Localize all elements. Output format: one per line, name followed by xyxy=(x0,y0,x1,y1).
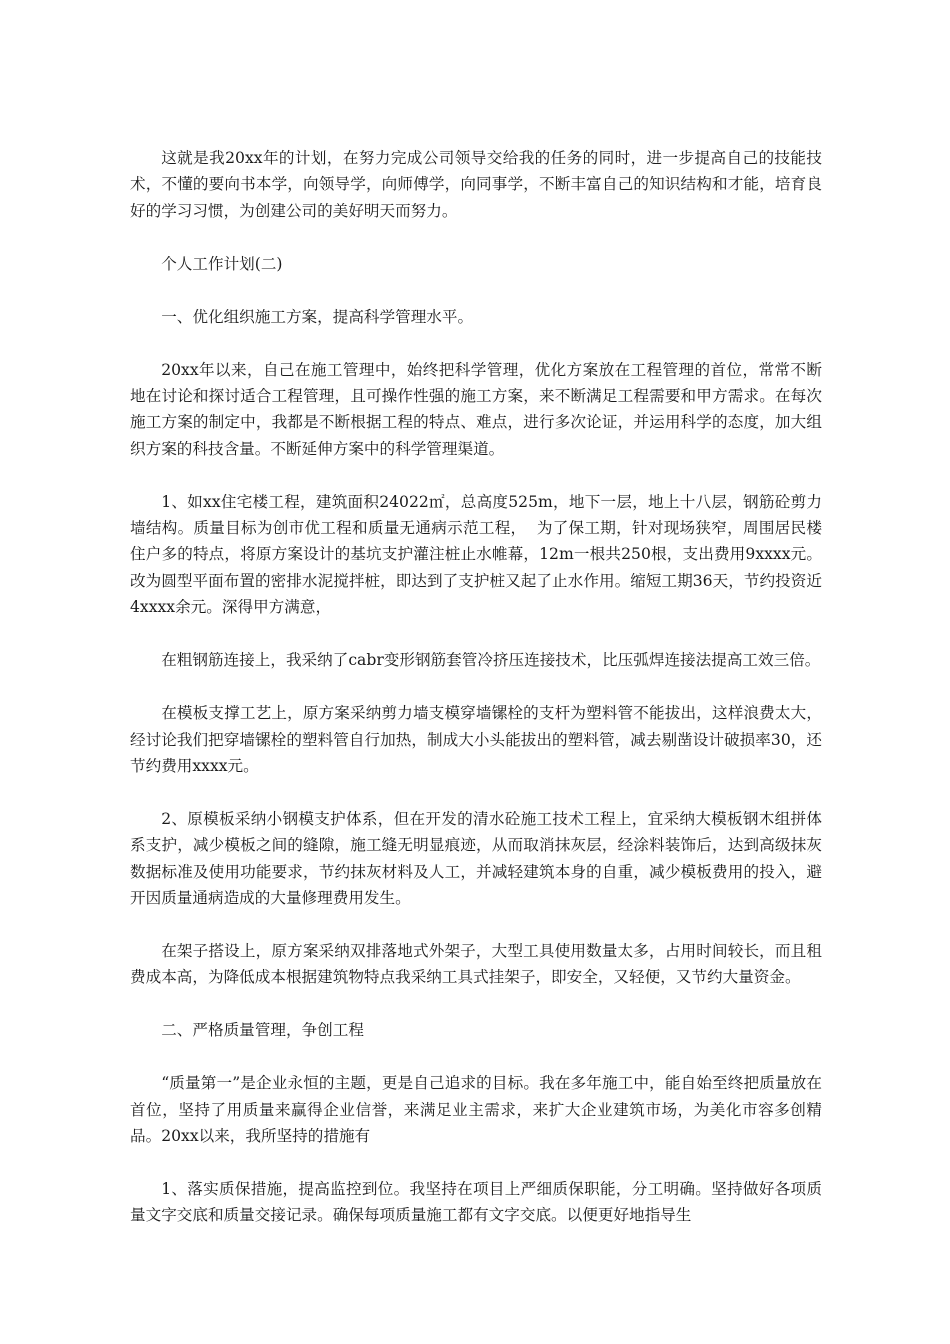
paragraph-plan-summary: 这就是我20xx年的计划，在努力完成公司领导交给我的任务的同时，进一步提高自己的技能技术，不懂的要向书本学，向领导学，向师傅学，向同事学，不断丰富自己的知识结构和才能，培育良好的学习习惯，为创建公司的美好明天而努力。 xyxy=(130,149,822,220)
paragraph-quality-first: “质量第一”是企业永恒的主题，更是自己追求的目标。我在多年施工中，能自始至终把质量放在首位，坚持了用质量来赢得企业信誉，来满足业主需求，来扩大企业建筑市场，为美化市容多创精品。20xx以来，我所坚持的措施有 xyxy=(130,1074,822,1145)
section-title-personal-plan: 个人工作计划(二) xyxy=(161,254,283,273)
document-body xyxy=(130,145,822,1229)
paragraph-quality-measures: 1、落实质保措施，提高监控到位。我坚持在项目上严细质保职能，分工明确。坚持做好各项质量文字交底和质量交接记录。确保每项质量施工都有文字交底。以便更好地指导生 xyxy=(130,1179,822,1225)
paragraph-management: 20xx年以来，自己在施工管理中，始终把科学管理，优化方案放在工程管理的首位，常常不断地在讨论和探讨适合工程管理，且可操作性强的施工方案，来不断满足工程需要和甲方需求。在每次施工方案的制定中，我都是不断根据工程的特点、难点，进行多次论证，并运用科学的态度，加大组织方案的科技含量。不断延伸方案中的科学管理渠道。 xyxy=(130,360,822,458)
paragraph-scaffolding: 在架子搭设上，原方案采纳双排落地式外架子，大型工具使用数量太多，占用时间较长，而且租费成本高，为降低成本根据建筑物特点我采纳工具式挂架子，即安全，又轻便，又节约大量资金。 xyxy=(130,941,822,987)
paragraph-residential-project: 1、如xx住宅楼工程，建筑面积24022㎡，总高度525m，地下一层，地上十八层，钢筋砼剪力墙结构。质量目标为创市优工程和质量无通病示范工程， 为了保工期，针对现场狭窄，周围居民楼住户多的特点，将原方案设计的基坑支护灌注桩止水帷幕，12m一根共250根，支出费用9xxxx元。改为圆型平面布置的密排水泥搅拌桩，即达到了支护桩又起了止水作用。缩短工期36天，节约投资近4xxxx余元。深得甲方满意， xyxy=(130,492,822,617)
paragraph-rebar-connection: 在粗钢筋连接上，我采纳了cabr变形钢筋套管冷挤压连接技术，比压弧焊连接法提高工效三倍。 xyxy=(161,651,821,670)
paragraph-steel-formwork: 2、原模板采纳小钢模支护体系，但在开发的清水砼施工技术工程上，宜采纳大模板钢木组拼体系支护，减少模板之间的缝隙，施工缝无明显痕迹，从而取消抹灰层，经涂料装饰后，达到高级抹灰数据标准及使用功能要求，节约抹灰材料及人工，并减轻建筑本身的自重，减少模板费用的投入，避开因质量通病造成的大量修理费用发生。 xyxy=(130,809,822,908)
paragraph-formwork-support: 在模板支撑工艺上，原方案采纳剪力墙支模穿墙镙栓的支杆为塑料管不能拔出，这样浪费太大，经讨论我们把穿墙镙栓的塑料管自行加热，制成大小头能拔出的塑料管，减去剔凿设计破损率30，还节约费用xxxx元。 xyxy=(130,704,822,775)
section-heading-2: 二、严格质量管理，争创工程 xyxy=(161,1021,364,1040)
section-heading-1: 一、优化组织施工方案，提高科学管理水平。 xyxy=(161,307,474,326)
